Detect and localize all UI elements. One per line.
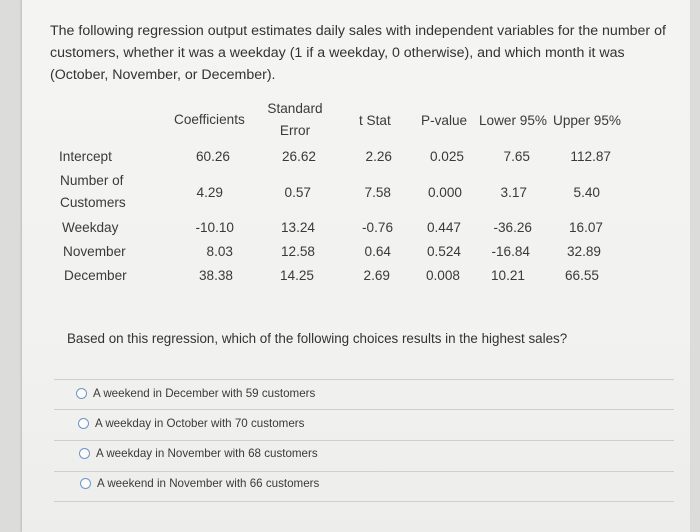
row-label: December (64, 268, 127, 283)
coef-value: 60.26 (195, 149, 230, 164)
option-divider (54, 501, 674, 502)
row-label: November (63, 244, 126, 259)
question-line-2: customers, whether it was a weekday (1 if a weekday, 0 otherwise), and which month it was (50, 45, 625, 61)
coef-value: 8.03 (206, 244, 233, 259)
upper-value: 66.55 (564, 268, 599, 283)
option-divider (54, 379, 674, 380)
answer-option-2[interactable] (78, 417, 304, 430)
option-label: A weekday in October with 70 customers (95, 417, 305, 430)
option-label: A weekend in November with 66 customers (97, 477, 320, 490)
header-upper-95: Upper 95% (553, 113, 622, 128)
upper-value: 112.87 (570, 149, 611, 164)
upper-value: 32.89 (566, 244, 601, 259)
upper-value: 5.40 (573, 185, 600, 200)
regression-table (22, 0, 690, 300)
option-divider (54, 409, 674, 410)
lower-value: 7.65 (503, 149, 530, 164)
se-value: 13.24 (280, 220, 315, 235)
row-label: Weekday (62, 220, 119, 235)
se-value: 14.25 (279, 268, 314, 283)
se-value: 0.57 (284, 185, 311, 200)
option-label: A weekday in November with 68 customers (96, 447, 318, 460)
radio-button[interactable] (76, 388, 87, 399)
question-line-3: (October, November, or December). (50, 67, 276, 83)
option-divider (54, 440, 674, 441)
radio-button[interactable] (78, 418, 89, 429)
coef-value: 4.29 (196, 185, 223, 200)
header-p-value: P-value (421, 113, 468, 128)
question-page (22, 0, 690, 532)
option-divider (54, 471, 674, 472)
upper-value: 16.07 (568, 220, 603, 235)
t-value: 7.58 (364, 185, 391, 200)
p-value: 0.000 (427, 185, 462, 200)
p-value: 0.524 (426, 244, 461, 259)
row-label: Intercept (59, 149, 112, 164)
t-value: -0.76 (362, 220, 393, 235)
coef-value: -10.10 (195, 220, 234, 235)
p-value: 0.025 (429, 149, 464, 164)
subquestion-text: Based on this regression, which of the following choices results in the highest sales? (67, 331, 568, 346)
row-label-2: Customers (60, 195, 126, 210)
t-value: 2.69 (363, 268, 390, 283)
row-label: Number of (60, 173, 124, 188)
option-label: A weekend in December with 59 customers (93, 387, 316, 400)
answer-option-4[interactable] (80, 477, 319, 490)
radio-button[interactable] (80, 478, 91, 489)
lower-value: 3.17 (500, 185, 527, 200)
lower-value: -16.84 (491, 244, 530, 259)
question-line-1: The following regression output estimates daily sales with independent variables for the number of (50, 23, 666, 39)
header-lower-95: Lower 95% (479, 113, 548, 128)
se-value: 12.58 (280, 244, 315, 259)
p-value: 0.008 (425, 268, 460, 283)
header-error: Error (279, 123, 311, 138)
answer-option-1[interactable] (76, 387, 315, 400)
header-standard: Standard (267, 101, 323, 116)
lower-value: -36.26 (493, 220, 532, 235)
t-value: 2.26 (365, 149, 392, 164)
answer-option-3[interactable] (79, 447, 318, 460)
p-value: 0.447 (426, 220, 461, 235)
lower-value: 10.21 (490, 268, 525, 283)
radio-button[interactable] (79, 448, 90, 459)
header-coefficients: Coefficients (174, 112, 245, 127)
se-value: 26.62 (281, 149, 316, 164)
header-t-stat: t Stat (359, 113, 391, 128)
t-value: 0.64 (364, 244, 391, 259)
coef-value: 38.38 (198, 268, 233, 283)
